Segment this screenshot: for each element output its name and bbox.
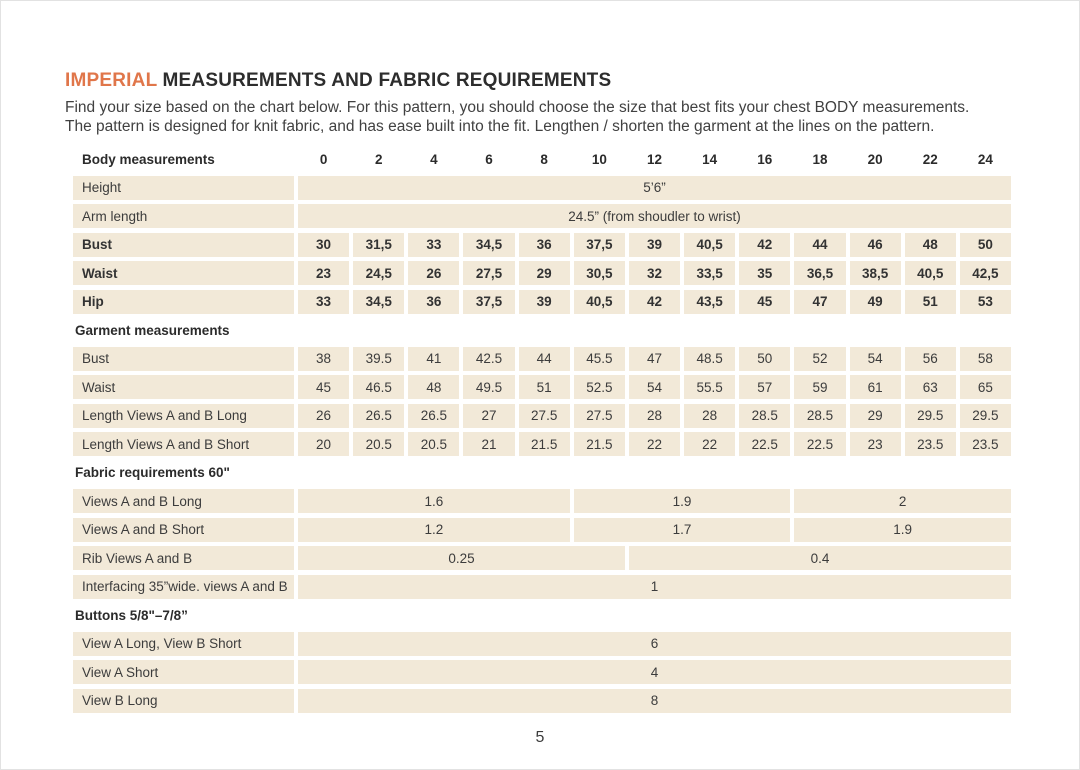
value-cell: 51 — [519, 375, 570, 399]
value-cell: 20.5 — [353, 432, 404, 456]
value-cell: 21.5 — [519, 432, 570, 456]
row-label: View A Short — [73, 660, 294, 684]
value-cell: 26 — [298, 404, 349, 428]
measurement-table — [73, 147, 1011, 713]
row-label: Hip — [73, 290, 294, 314]
size-column-header: 24 — [977, 151, 993, 167]
value-cell: 45 — [298, 375, 349, 399]
row-label: View A Long, View B Short — [73, 632, 294, 656]
value-cell: 42 — [629, 290, 680, 314]
row-label: Rib Views A and B — [73, 546, 294, 570]
value-cell: 35 — [739, 261, 790, 285]
value-cell: 54 — [629, 375, 680, 399]
value-cell: 26.5 — [353, 404, 404, 428]
value-cell: 61 — [850, 375, 901, 399]
value-cell: 40,5 — [574, 290, 625, 314]
page-title-highlight: IMPERIAL — [65, 70, 158, 91]
value-cell: 6 — [298, 632, 1011, 656]
row-label: Bust — [73, 233, 294, 257]
page-title-rest: MEASUREMENTS AND FABRIC REQUIREMENTS — [157, 70, 612, 91]
row-label: Length Views A and B Long — [73, 404, 294, 428]
value-cell: 34,5 — [463, 233, 514, 257]
row-label: Interfacing 35”wide. views A and B — [73, 575, 294, 599]
value-cell: 37,5 — [463, 290, 514, 314]
value-cell: 34,5 — [353, 290, 404, 314]
value-cell: 52 — [794, 347, 845, 371]
value-cell: 30 — [298, 233, 349, 257]
value-cell: 47 — [794, 290, 845, 314]
value-cell: 23 — [850, 432, 901, 456]
row-label: Waist — [73, 375, 294, 399]
value-cell: 20 — [298, 432, 349, 456]
value-cell: 42.5 — [463, 347, 514, 371]
value-cell: 8 — [298, 689, 1011, 713]
value-cell: 42,5 — [960, 261, 1011, 285]
section-heading: Garment measurements — [75, 322, 230, 338]
value-cell: 2 — [794, 489, 1011, 513]
value-cell: 26.5 — [408, 404, 459, 428]
value-cell: 51 — [905, 290, 956, 314]
value-cell: 23 — [298, 261, 349, 285]
size-column-header: 4 — [430, 151, 438, 167]
value-cell: 26 — [408, 261, 459, 285]
value-cell: 39.5 — [353, 347, 404, 371]
value-cell: 1.2 — [298, 518, 570, 542]
value-cell: 56 — [905, 347, 956, 371]
value-cell: 0.4 — [629, 546, 1011, 570]
row-label: Views A and B Short — [73, 518, 294, 542]
value-cell: 20.5 — [408, 432, 459, 456]
value-cell: 50 — [739, 347, 790, 371]
value-cell: 29 — [850, 404, 901, 428]
value-cell: 33,5 — [684, 261, 735, 285]
size-column-header: 0 — [319, 151, 328, 167]
value-cell: 1.9 — [794, 518, 1011, 542]
value-cell: 45 — [739, 290, 790, 314]
value-cell: 28.5 — [739, 404, 790, 428]
value-cell: 46 — [850, 233, 901, 257]
value-cell: 23.5 — [905, 432, 956, 456]
value-cell: 36 — [519, 233, 570, 257]
row-label: Arm length — [73, 204, 294, 228]
value-cell: 36,5 — [794, 261, 845, 285]
value-cell: 39 — [519, 290, 570, 314]
value-cell: 43,5 — [684, 290, 735, 314]
value-cell: 65 — [960, 375, 1011, 399]
value-cell: 47 — [629, 347, 680, 371]
value-cell: 28 — [684, 404, 735, 428]
value-cell: 40,5 — [684, 233, 735, 257]
value-cell: 52.5 — [574, 375, 625, 399]
row-label: Waist — [73, 261, 294, 285]
size-column-header: 12 — [646, 151, 662, 167]
value-cell: 36 — [408, 290, 459, 314]
value-cell: 57 — [739, 375, 790, 399]
value-cell: 33 — [298, 290, 349, 314]
size-column-header: 8 — [540, 151, 548, 167]
value-cell: 50 — [960, 233, 1011, 257]
value-cell: 49 — [850, 290, 901, 314]
value-cell: 31,5 — [353, 233, 404, 257]
value-cell: 0.25 — [298, 546, 625, 570]
value-cell: 5’6” — [298, 176, 1011, 200]
value-cell: 40,5 — [905, 261, 956, 285]
page-title — [65, 70, 1079, 92]
value-cell: 33 — [408, 233, 459, 257]
value-cell: 27 — [463, 404, 514, 428]
row-label: View B Long — [73, 689, 294, 713]
value-cell: 22 — [629, 432, 680, 456]
value-cell: 21 — [463, 432, 514, 456]
row-label: Height — [73, 176, 294, 200]
description-line-1: Find your size based on the chart below. For this pattern, you should choose the size that best fits your chest BODY measurements. — [65, 99, 970, 116]
value-cell: 27,5 — [463, 261, 514, 285]
value-cell: 44 — [794, 233, 845, 257]
size-column-header: 16 — [757, 151, 773, 167]
value-cell: 29.5 — [905, 404, 956, 428]
value-cell: 22.5 — [739, 432, 790, 456]
value-cell: 30,5 — [574, 261, 625, 285]
value-cell: 23.5 — [960, 432, 1011, 456]
row-label: Bust — [73, 347, 294, 371]
description-line-2: The pattern is designed for knit fabric, and has ease built into the fit. Lengthen / shorten the garment at the lines on the pattern. — [65, 118, 935, 135]
section-heading: Buttons 5/8"–7/8” — [75, 607, 188, 623]
row-label: Length Views A and B Short — [73, 432, 294, 456]
value-cell: 1.9 — [574, 489, 791, 513]
size-column-header: 20 — [867, 151, 883, 167]
value-cell: 22 — [684, 432, 735, 456]
value-cell: 24,5 — [353, 261, 404, 285]
value-cell: 58 — [960, 347, 1011, 371]
value-cell: 22.5 — [794, 432, 845, 456]
value-cell: 45.5 — [574, 347, 625, 371]
size-column-header: 14 — [702, 151, 718, 167]
value-cell: 38 — [298, 347, 349, 371]
value-cell: 41 — [408, 347, 459, 371]
value-cell: 1.6 — [298, 489, 570, 513]
value-cell: 39 — [629, 233, 680, 257]
value-cell: 27.5 — [519, 404, 570, 428]
size-column-header: 6 — [485, 151, 493, 167]
size-column-header: 2 — [374, 151, 383, 167]
value-cell: 1.7 — [574, 518, 791, 542]
value-cell: 37,5 — [574, 233, 625, 257]
value-cell: 48 — [905, 233, 956, 257]
value-cell: 21.5 — [574, 432, 625, 456]
value-cell: 4 — [298, 660, 1011, 684]
value-cell: 1 — [298, 575, 1011, 599]
value-cell: 59 — [794, 375, 845, 399]
section-heading: Fabric requirements 60" — [75, 465, 230, 480]
value-cell: 38,5 — [850, 261, 901, 285]
value-cell: 55.5 — [684, 375, 735, 399]
value-cell: 49.5 — [463, 375, 514, 399]
row-label: Views A and B Long — [73, 489, 294, 513]
size-column-header: 18 — [812, 151, 828, 167]
value-cell: 29 — [519, 261, 570, 285]
value-cell: 48.5 — [684, 347, 735, 371]
value-cell: 32 — [629, 261, 680, 285]
value-cell: 28.5 — [794, 404, 845, 428]
value-cell: 29.5 — [960, 404, 1011, 428]
table-header-label: Body measurements — [82, 151, 215, 167]
value-cell: 24.5” (from shoudler to wrist) — [298, 204, 1011, 228]
value-cell: 54 — [850, 347, 901, 371]
value-cell: 53 — [960, 290, 1011, 314]
value-cell: 44 — [519, 347, 570, 371]
value-cell: 27.5 — [574, 404, 625, 428]
size-column-header: 22 — [922, 151, 938, 167]
value-cell: 48 — [408, 375, 459, 399]
value-cell: 63 — [905, 375, 956, 399]
value-cell: 42 — [739, 233, 790, 257]
value-cell: 46.5 — [353, 375, 404, 399]
value-cell: 28 — [629, 404, 680, 428]
page-number: 5 — [535, 729, 545, 746]
size-column-header: 10 — [591, 151, 607, 167]
